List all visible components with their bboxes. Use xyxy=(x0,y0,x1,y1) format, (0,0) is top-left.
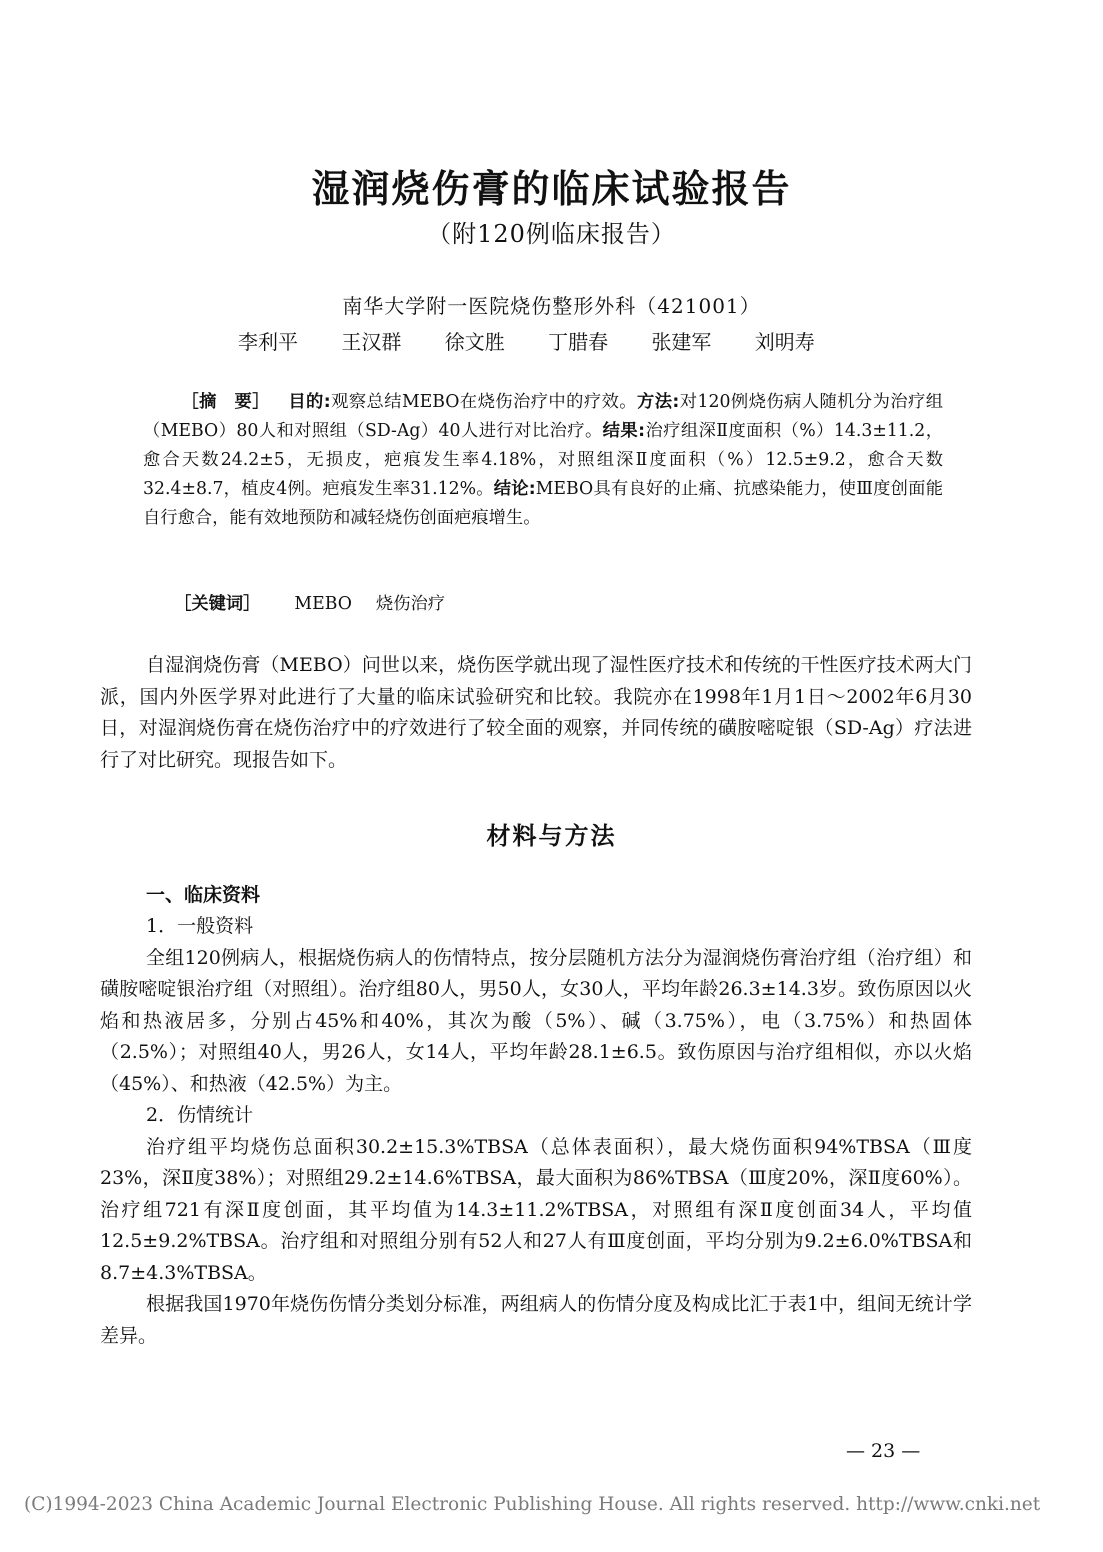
subsection-heading: 一、临床资料 xyxy=(146,884,261,906)
intro-paragraph: 自湿润烧伤膏（MEBO）问世以来，烧伤医学就出现了湿性医疗技术和传统的干性医疗技术两大门派，国内外医学界对此进行了大量的临床试验研究和比较。我院亦在1998年1月1日～2002年6月30日，对湿润烧伤膏在烧伤治疗中的疗效进行了较全面的观察，并同传统的磺胺嘧啶银（SD-Ag）疗法进行了对比研究。现报告如下。 xyxy=(100,654,972,771)
item2-heading: 2．伤情统计 xyxy=(146,1104,254,1126)
purpose-text: 观察总结MEBO在烧伤治疗中的疗效。 xyxy=(330,392,637,412)
conclusion-label: 结论: xyxy=(493,479,536,499)
author: 张建军 xyxy=(651,330,712,354)
copyright-footer: (C)1994-2023 China Academic Journal Electronic Publishing House. All rights reserved. http://www.cnki.net xyxy=(24,1494,1041,1515)
section-heading: 材料与方法 xyxy=(486,822,617,850)
author: 王汉群 xyxy=(341,330,402,354)
item2-paragraph: 治疗组平均烧伤总面积30.2±15.3%TBSA（总体表面积），最大烧伤面积94%TBSA（Ⅲ度23%，深Ⅱ度38%）；对照组29.2±14.6%TBSA，最大面积为86%TBSA（Ⅲ度20%，深Ⅱ度60%）。治疗组721有深Ⅱ度创面，其平均值为14.3±11.2%TBSA，对照组有深Ⅱ度创面34人，平均值12.5±9.2%TBSA。治疗组和对照组分别有52人和27人有Ⅲ度创面，平均分别为9.2±6.0%TBSA和8.7±4.3%TBSA。 xyxy=(100,1135,972,1284)
affiliation: 南华大学附一医院烧伤整形外科（421001） xyxy=(342,294,761,318)
author: 丁腊春 xyxy=(548,330,609,354)
main-body xyxy=(100,911,972,1352)
author: 李利平 xyxy=(238,330,298,354)
keywords xyxy=(174,589,445,614)
paper-title: 湿润烧伤膏的临床试验报告 xyxy=(311,167,792,211)
result-label: 结果: xyxy=(602,421,646,441)
method-text: 对120例烧伤病人随机分为治疗组（MEBO）80人和对照组（SD-Ag）40人进行对比治疗。 xyxy=(143,392,943,441)
result-text: 治疗组深Ⅱ度面积（%）14.3±11.2，愈合天数24.2±5，无损皮，疤痕发生率4.18%，对照组深Ⅱ度面积（%）12.5±9.2，愈合天数32.4±8.7，植皮4例。疤痕发生率31.12%。 xyxy=(143,421,944,499)
purpose-label: 目的: xyxy=(287,392,331,412)
introduction xyxy=(100,650,972,776)
abstract-label: ［摘 要］ xyxy=(181,392,270,412)
author: 徐文胜 xyxy=(444,330,505,354)
conclusion-text: MEBO具有良好的止痛、抗感染能力，使Ⅲ度创面能自行愈合，能有效地预防和减轻烧伤创面疤痕增生。 xyxy=(143,479,943,528)
author-list xyxy=(238,326,815,355)
author: 刘明寿 xyxy=(754,330,815,354)
keyword: 烧伤治疗 xyxy=(375,594,446,614)
closing-paragraph: 根据我国1970年烧伤伤情分类划分标准，两组病人的伤情分度及构成比汇于表1中，组间无统计学差异。 xyxy=(100,1293,972,1347)
item1-heading: 1．一般资料 xyxy=(146,915,254,937)
method-label: 方法: xyxy=(637,392,680,412)
item1-paragraph: 全组120例病人，根据烧伤病人的伤情特点，按分层随机方法分为湿润烧伤膏治疗组（治疗组）和磺胺嘧啶银治疗组（对照组）。治疗组80人，男50人，女30人，平均年龄26.3±14.3岁。致伤原因以火焰和热液居多，分别占45%和40%，其次为酸（5%）、碱（3.75%），电（3.75%）和热固体（2.5%）；对照组40人，男26人，女14人，平均年龄28.1±6.5。致伤原因与治疗组相似，亦以火焰（45%）、和热液（42.5%）为主。 xyxy=(100,946,972,1095)
paper-subtitle: （附120例临床报告） xyxy=(427,220,676,248)
keywords-label: ［关键词］ xyxy=(174,594,261,614)
keyword: MEBO xyxy=(294,594,352,614)
abstract xyxy=(143,388,943,533)
page-number: — 23 — xyxy=(846,1440,921,1462)
